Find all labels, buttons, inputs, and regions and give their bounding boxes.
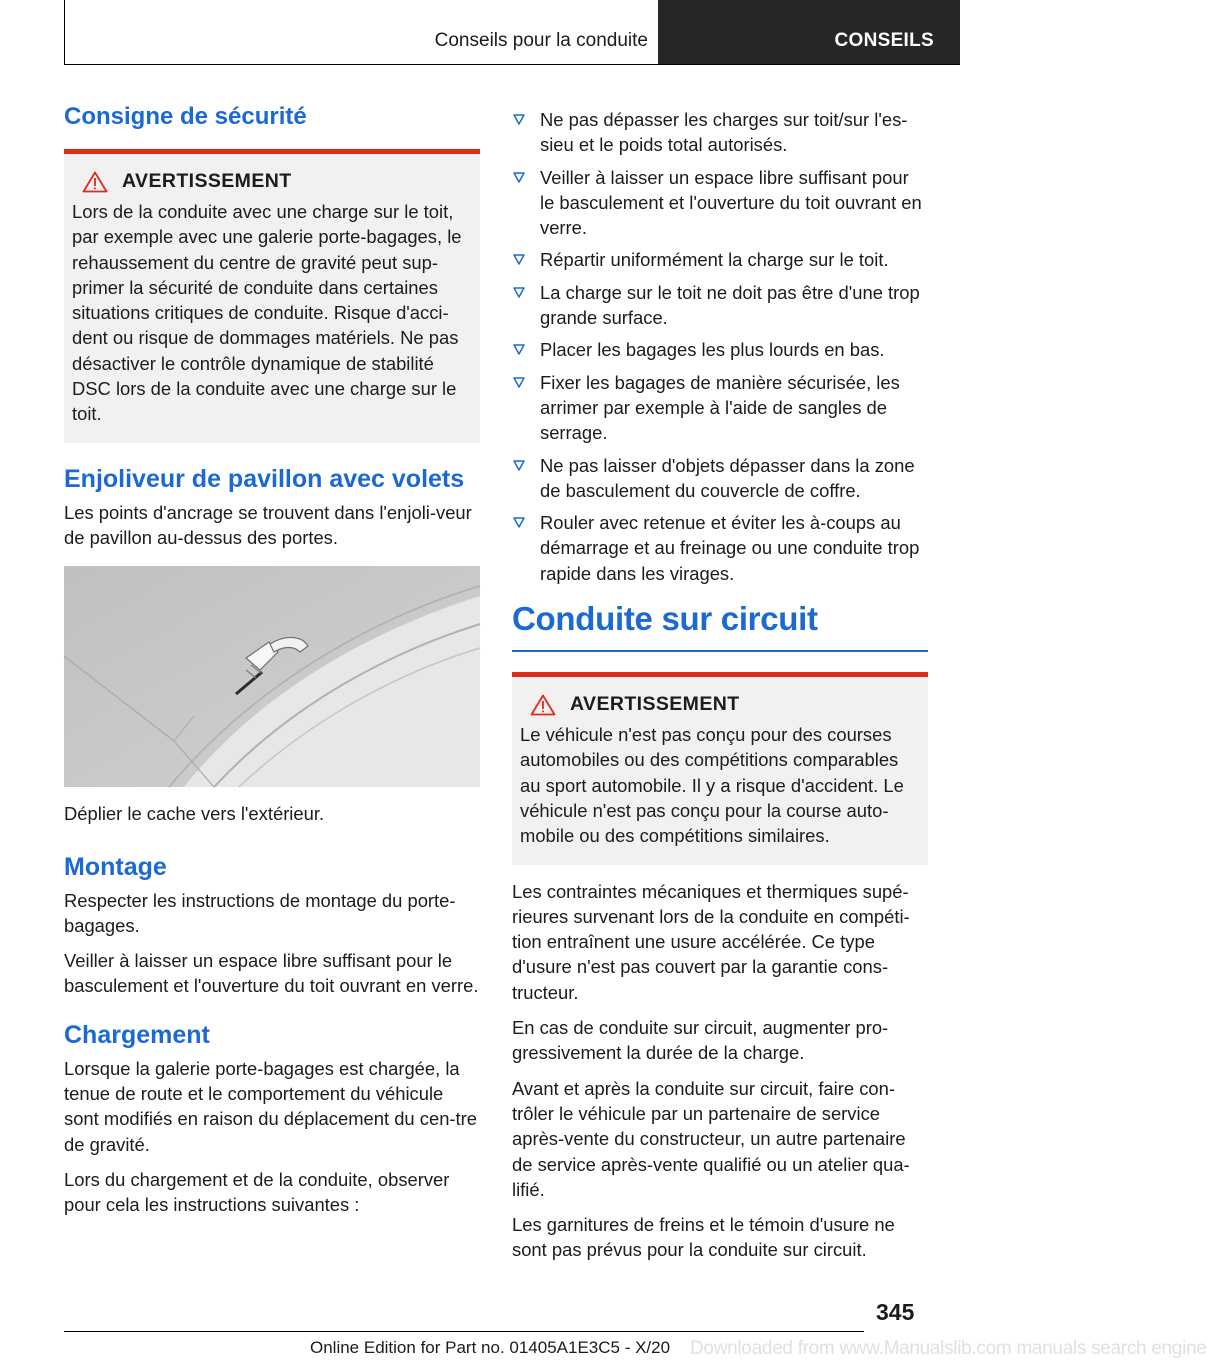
list-item-text: Répartir uniformément la charge sur le toit. — [540, 249, 889, 271]
list-item — [512, 510, 928, 586]
list-item — [512, 337, 928, 362]
triangle-bullet-icon — [512, 170, 526, 184]
right-column — [512, 107, 928, 1273]
loading-instructions-list — [512, 107, 928, 586]
warning-box — [64, 154, 480, 443]
triangle-bullet-icon — [512, 515, 526, 529]
paragraph-chargement-1: Lorsque la galerie porte-bagages est chargée, la tenue de route et le comportement du véhicule sont modifiés en raison du déplacement du cen-tre de gravité. — [64, 1057, 478, 1155]
list-item-text: Rouler avec retenue et éviter les à-coups au démarrage et au freinage ou une conduite trop rapide dans les virages. — [540, 512, 920, 584]
roof-trim-image — [64, 566, 480, 787]
list-item — [512, 107, 928, 158]
list-item — [512, 453, 928, 504]
paragraph-enjoliveur: Les points d'ancrage se trouvent dans l'enjoli-veur de pavillon au-dessus des portes. — [64, 501, 472, 548]
header-chapter-label: CONSEILS — [834, 30, 934, 51]
warning-text: Lors de la conduite avec une charge sur le toit, par exemple avec une galerie porte-bagages, le rehaussement du centre de gravité peut sup-primer la sécurité de conduite dans certaines situations critiques de conduite. Risque d'acci-dent ou risque de dommages matériels. Ne pas désactiver le contrôle dynamique de stabilité DSC lors de la conduite avec une charge sur le toit. — [72, 201, 462, 425]
heading-underline — [512, 650, 928, 652]
list-item — [512, 165, 928, 241]
heading-consigne: Consigne de sécurité — [64, 103, 307, 130]
triangle-bullet-icon — [512, 458, 526, 472]
list-item-text: La charge sur le toit ne doit pas être d'une trop grande surface. — [540, 281, 920, 329]
paragraph-deplier: Déplier le cache vers l'extérieur. — [64, 803, 325, 825]
heading-chargement: Chargement — [64, 1020, 210, 1049]
list-item-text: Ne pas dépasser les charges sur toit/sur l'es-sieu et le poids total autorisés. — [540, 109, 908, 156]
heading-enjoliveur: Enjoliveur de pavillon avec volets — [64, 464, 465, 493]
paragraph-circuit-4: Les garnitures de freins et le témoin d'usure ne sont pas prévus pour la conduite sur circuit. — [512, 1214, 895, 1261]
header-section-title: Conseils pour la conduite — [434, 30, 648, 51]
watermark: Downloaded from www.Manualslib.com manuals search engine — [690, 1338, 1207, 1359]
list-item — [512, 247, 928, 272]
paragraph-chargement-2: Lors du chargement et de la conduite, observer pour cela les instructions suivantes : — [64, 1168, 450, 1216]
paragraph-circuit-1: Les contraintes mécaniques et thermiques supé-rieures survenant lors de la conduite en compéti-tion entraînent une usure accélérée. Ce type d'usure n'est pas couvert par la garantie cons-tructeur. — [512, 880, 910, 1003]
footer-edition: Online Edition for Part no. 01405A1E3C5 - X/20 — [310, 1338, 671, 1357]
warning-text: Le véhicule n'est pas conçu pour des courses automobiles ou des compétitions comparables au sport automobile. Il y a risque d'accident. Le véhicule n'est pas conçu pour la course auto-mobile ou des compétitions similaires. — [520, 724, 904, 847]
list-item-text: Placer les bagages les plus lourds en bas. — [540, 339, 885, 361]
header-divider-left — [64, 0, 65, 65]
paragraph-montage-2: Veiller à laisser un espace libre suffisant pour le basculement et l'ouverture du toit ouvrant en verre. — [64, 950, 479, 997]
list-item-text: Veiller à laisser un espace libre suffisant pour le basculement et l'ouverture du toit ouvrant en verre. — [540, 166, 922, 239]
triangle-bullet-icon — [512, 285, 526, 299]
warning-header — [82, 170, 472, 193]
triangle-bullet-icon — [512, 375, 526, 389]
warning-triangle-icon — [530, 694, 556, 716]
heading-montage: Montage — [64, 852, 167, 881]
warning-box — [512, 677, 928, 864]
paragraph-montage-1: Respecter les instructions de montage du porte-bagages. — [64, 889, 456, 936]
list-item — [512, 280, 928, 331]
page-number: 345 — [876, 1299, 915, 1325]
list-item — [512, 370, 928, 446]
roof-trim-illustration — [64, 566, 480, 787]
heading-conduite-circuit: Conduite sur circuit — [512, 600, 818, 638]
warning-title: AVERTISSEMENT — [570, 693, 740, 716]
triangle-bullet-icon — [512, 252, 526, 266]
list-item-text: Fixer les bagages de manière sécurisée, les arrimer par exemple à l'aide de sangles de serrage. — [540, 371, 900, 444]
paragraph-circuit-3: Avant et après la conduite sur circuit, faire con-trôler le véhicule par un partenaire de service après-vente du constructeur, un autre partenaire de service après-vente qualifié ou un atelier qua-lifié. — [512, 1077, 910, 1200]
warning-title: AVERTISSEMENT — [122, 170, 292, 192]
warning-header — [530, 693, 920, 716]
warning-triangle-icon — [82, 171, 108, 193]
triangle-bullet-icon — [512, 112, 526, 126]
paragraph-circuit-2: En cas de conduite sur circuit, augmenter pro-gressivement la durée de la charge. — [512, 1017, 889, 1064]
header-rule — [64, 64, 960, 65]
left-column — [64, 100, 480, 1228]
list-item-text: Ne pas laisser d'objets dépasser dans la zone de basculement du couvercle de coffre. — [540, 454, 915, 501]
triangle-bullet-icon — [512, 342, 526, 356]
footer-rule — [64, 1331, 864, 1332]
